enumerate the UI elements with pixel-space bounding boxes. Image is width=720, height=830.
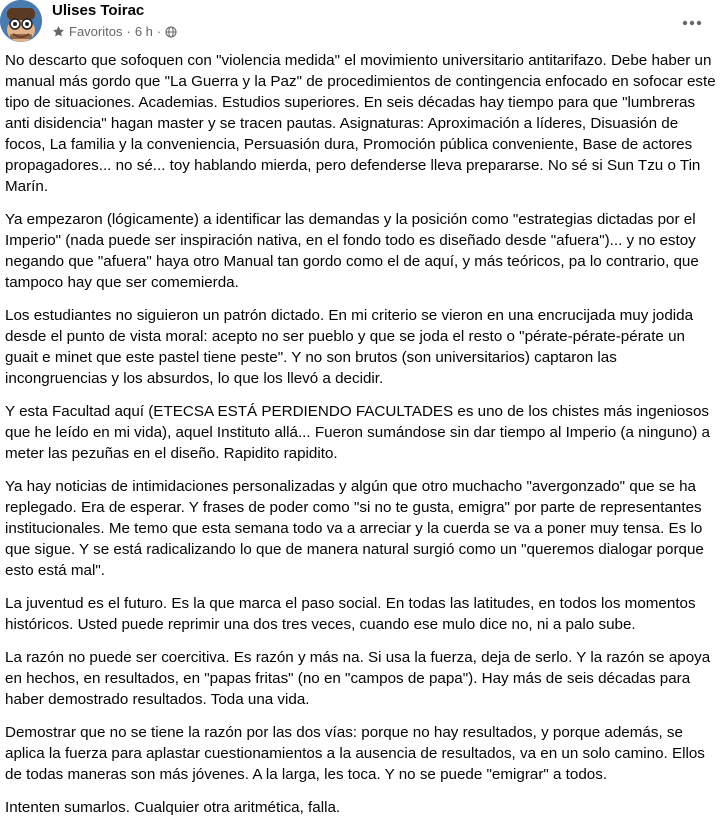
audience-label[interactable]: Favoritos [69,24,123,39]
post-body [5,50,717,830]
avatar-cartoon-icon [0,0,42,42]
more-options-button[interactable] [674,4,710,40]
post-paragraph: Demostrar que no se tiene la razón por las dos vías: porque no hay resultados, y porque además, se aplica la fuerza para aplastar cuestionamientos a la ausencia de resultados, va en un solo camino. Ellos de todas maneras son más jóvenes. A la larga, les toca. Y no se puede "emigrar" a todos. [5,724,705,783]
post-time[interactable]: 6 h [134,24,153,39]
post-header [0,0,720,50]
globe-icon [165,26,177,38]
post-paragraph: La razón no puede ser coercitiva. Es razón y más na. Si usa la fuerza, deja de serlo. Y la razón se apoya en hechos, en resultados, en "papas fritas" (no en "campos de papa"). Hay más de seis décadas para haber demostrado resultados. Toda una vida. [5,649,711,708]
meta-separator: · [156,24,162,39]
post-paragraph: La juventud es el futuro. Es la que marca el paso social. En todas las latitudes, en todos los momentos históricos. Usted puede reprimir una dos tres veces, cuando ese mulo dice no, ni a palo sube. [5,595,696,633]
avatar[interactable] [0,0,42,42]
meta-separator: · [126,24,131,39]
author-name[interactable]: Ulises Toirac [52,2,145,19]
post-paragraph: Los estudiantes no siguieron un patrón dictado. En mi criterio se vieron en una encrucijada muy jodida desde el punto de vista moral: acepto no ser pueblo y que se joda el resto o "pérate-pérate-pérate un guait e minet que este pastel tiene peste". Y no son brutos (son universitarios) captaron las incongruencias y los absurdos, lo que los llevó a decidir. [5,307,694,387]
post-paragraph: Ya empezaron (lógicamente) a identificar las demandas y la posición como "estrategias dictadas por el Imperio" (nada puede ser inspiración nativa, en el fondo todo es diseñado desde "afuera")... y no estoy negando que "afuera" haya otro Manual tan gordo como el de aquí, y más teóricos, pa lo contrario, que tampoco hay que ser comemierda. [5,211,699,291]
post-meta [52,24,177,39]
post-paragraph: No descarto que sofoquen con "violencia medida" el movimiento universitario antitarifazo. Debe haber un manual más gordo que "La Guerra y la Paz" de procedimientos de contingencia enfocado en sofocar este tipo de situaciones. Academias. Estudios superiores. En seis décadas hay tiempo para que "lumbreras anti disidencia" hagan master y se tracen pautas. Asignaturas: Aproximación a líderes, Disuasión de focos, La familia y la conveniencia, Persuasión dura, Promoción pública conveniente, Base de actores propagadores... no sé... toy hablando mierda, pero defenderse lleva prepararse. No sé si Sun Tzu o Tin Marín. [5,52,716,195]
post-paragraph: Intenten sumarlos. Cualquier otra aritmética, falla. [5,799,341,816]
more-options-icon [682,13,702,31]
star-icon [52,25,65,38]
post-paragraph: Y esta Facultad aquí (ETECSA ESTÁ PERDIENDO FACULTADES es uno de los chistes más ingeniosos que he leído en mi vida), aquel Instituto allá... Fueron sumándose sin dar tiempo al Imperio (a ninguno) a meter las pezuñas en el diseño. Rapidito rapidito. [5,403,710,462]
post-paragraph: Ya hay noticias de intimidaciones personalizadas y algún que otro muchacho "avergonzado" que se ha replegado. Era de esperar. Y frases de poder como "si no te gusta, emigra" por parte de representantes institucionales. Me temo que esta semana todo va a arreciar y la cuerda se va a poner muy tensa. Es lo que sigue. Y se está radicalizando lo que de manera natural surgió como un "queremos dialogar porque esto está mal". [5,478,704,579]
